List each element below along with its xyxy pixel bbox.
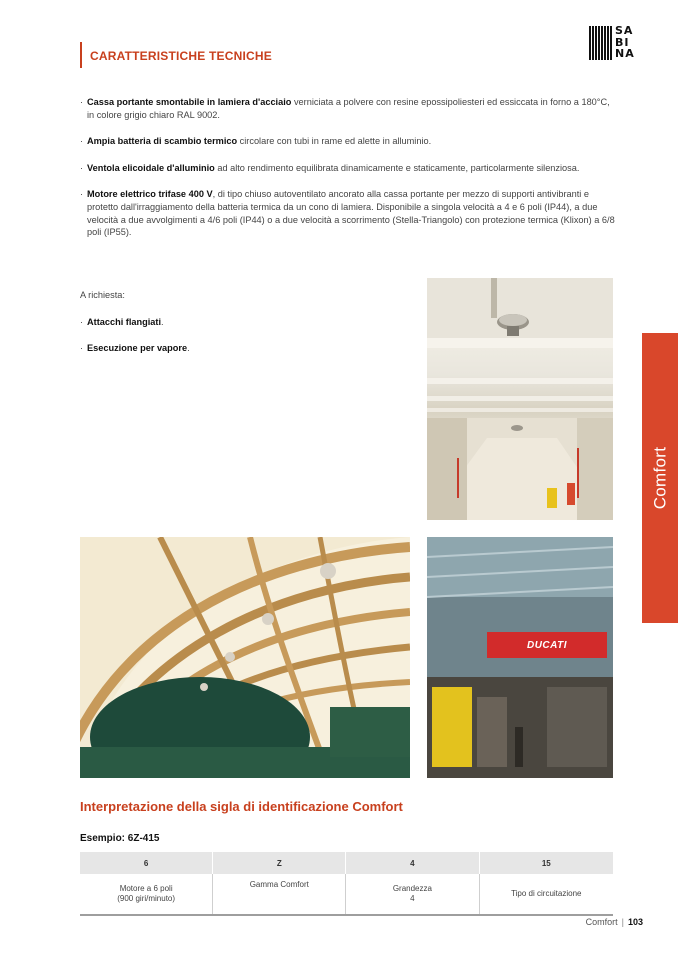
feature-item: · Ventola elicoidale d'alluminio ad alto rendimento equilibrata dinamicamente e staticamente, particolarmente silenziosa. xyxy=(80,162,580,173)
photo-industrial-hall xyxy=(427,278,613,520)
side-tab-label: Comfort xyxy=(650,446,669,510)
feature-item: · Motore elettrico trifase 400 V, di tipo chiuso autoventilato ancorato alla cassa portante per mezzo di supporti antivibranti e protetto dall'irraggiamento della batteria termica da un cono di lamiera. Disponibile a singola velocità a 4 e 6 poli (IP44), a due velocità a due avvolgimenti a 4/6 poli (IP44) o a due velocità a scorrimento (Stella-Triangolo) con protezione termica (Klixon) a 6/8 poli (IP55). xyxy=(80,189,615,238)
on-request-intro: A richiesta: xyxy=(80,290,125,300)
feature-item: · Cassa portante smontabile in lamiera d'acciaio verniciata a polvere con resine epossipoliesteri ed essiccata in forno a 180°C, in colore grigio chiaro RAL 9002. xyxy=(80,97,610,120)
table-header-cell: Z xyxy=(213,852,346,874)
logo-pattern-icon xyxy=(589,26,613,60)
section-accent-bar xyxy=(80,42,82,68)
footer-section: Comfort xyxy=(585,917,618,927)
on-request-item: · Attacchi flangiati. xyxy=(80,316,164,327)
feature-item: · Ampia batteria di scambio termico circolare con tubi in rame ed alette in alluminio. xyxy=(80,136,432,147)
photo-wooden-dome xyxy=(80,537,410,778)
ducati-sign: DUCATI xyxy=(487,632,607,658)
on-request-section xyxy=(80,289,400,369)
section-title: CARATTERISTICHE TECNICHE xyxy=(90,49,272,63)
table-cell: Gamma Comfort xyxy=(213,874,346,915)
footer-separator: | xyxy=(621,917,624,927)
photo-ducati-factory xyxy=(427,537,613,778)
table-row xyxy=(80,874,613,915)
page-number: 103 xyxy=(627,917,643,927)
table-header-cell: 4 xyxy=(346,852,479,874)
table-header-cell: 6 xyxy=(80,852,213,874)
table-cell: Motore a 6 poli (900 giri/minuto) xyxy=(80,874,213,915)
page-footer xyxy=(586,917,643,927)
table-cell: Grandezza 4 xyxy=(346,874,479,915)
feature-list xyxy=(80,96,615,253)
comfort-side-tab xyxy=(642,333,678,623)
sabiana-logo xyxy=(589,26,649,62)
on-request-item: · Esecuzione per vapore. xyxy=(80,343,190,354)
interpretation-title: Interpretazione della sigla di identificazione Comfort xyxy=(80,799,403,814)
logo-wordmark: SA BI NA xyxy=(615,24,635,60)
table-header-cell: 15 xyxy=(479,852,613,874)
table-header-row xyxy=(80,852,613,874)
example-code: Esempio: 6Z-415 xyxy=(80,833,160,844)
identification-table xyxy=(80,852,613,916)
table-cell: Tipo di circuitazione xyxy=(479,874,613,915)
